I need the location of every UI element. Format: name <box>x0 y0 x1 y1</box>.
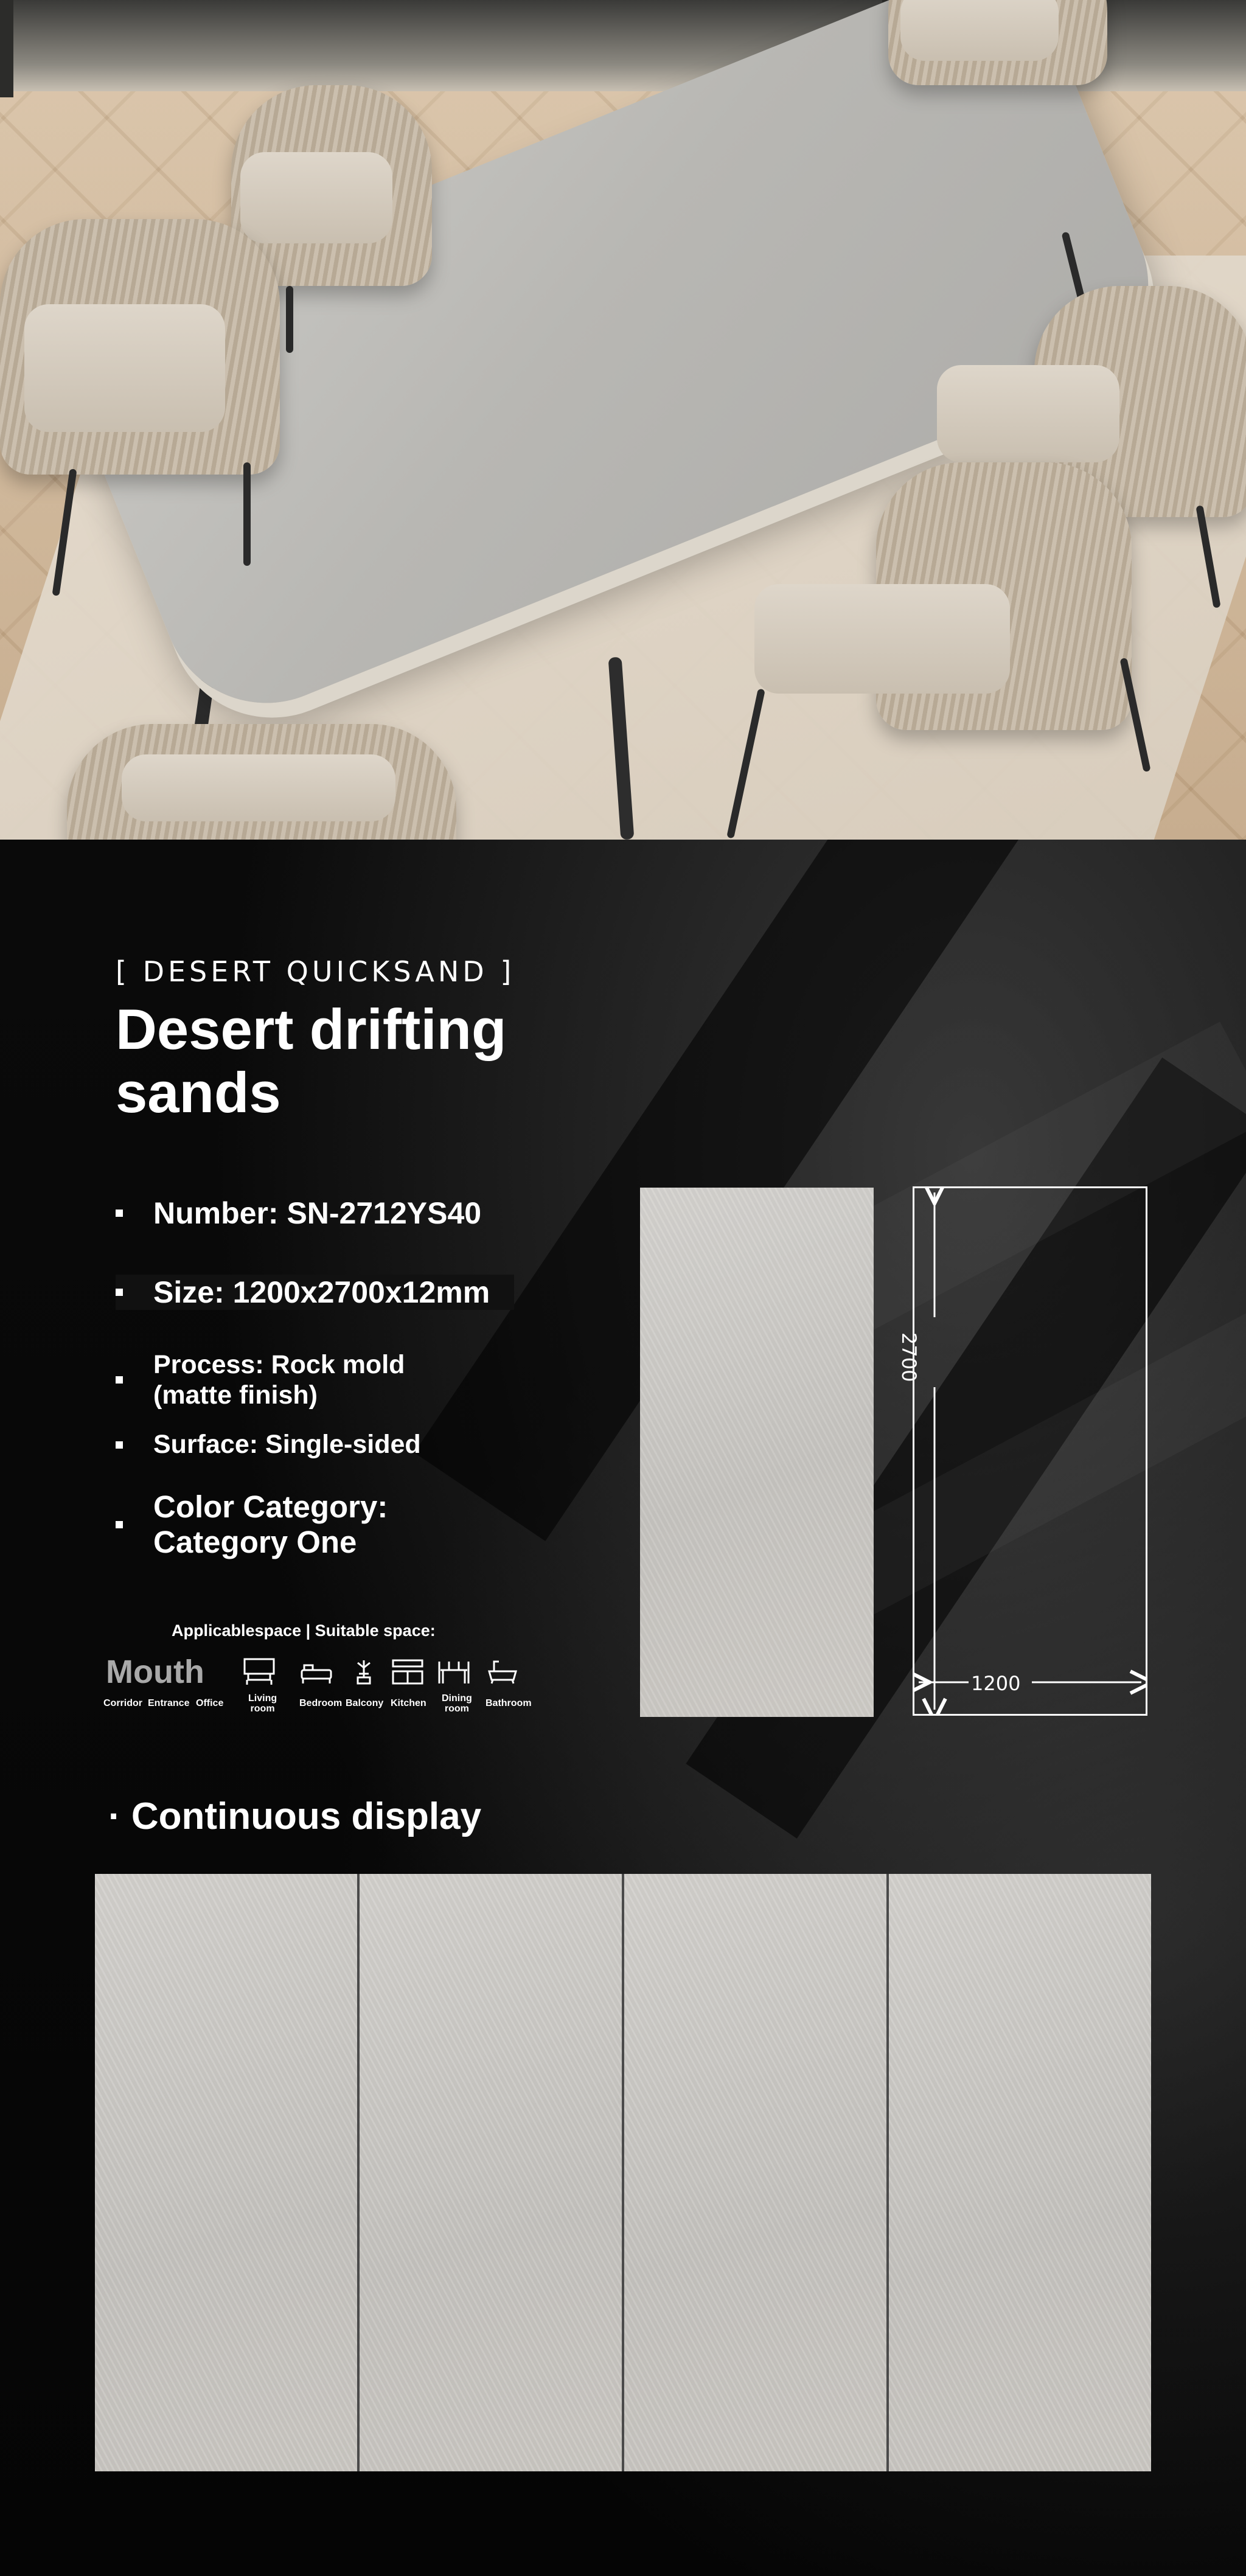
space-label-office: Office <box>196 1698 224 1708</box>
continuous-tile <box>95 1874 360 2471</box>
space-label-kitchen: Kitchen <box>391 1698 426 1708</box>
mouth-label: Mouth <box>106 1654 204 1690</box>
bullet-icon <box>116 1376 123 1384</box>
applicable-space-caption: Applicablespace | Suitable space: <box>172 1621 436 1640</box>
continuous-tile <box>889 1874 1151 2471</box>
space-label-entrance: Entrance <box>148 1698 190 1708</box>
spec-process: Process: Rock mold (matte finish) <box>116 1349 405 1410</box>
product-title: Desert drifting sands <box>116 997 507 1124</box>
bullet-icon <box>116 1289 123 1296</box>
space-label-bedroom: Bedroom <box>299 1698 343 1708</box>
bullet-icon <box>116 1521 123 1528</box>
dimension-width-label: 1200 <box>971 1672 1021 1695</box>
continuous-tile <box>360 1874 624 2471</box>
interior-photo <box>0 0 1246 840</box>
living-room-icon <box>242 1657 276 1686</box>
spec-color-category: Color Category: Category One <box>116 1489 388 1560</box>
space-label-balcony: Balcony <box>346 1698 384 1708</box>
space-label-corridor: Corridor <box>103 1698 142 1708</box>
balcony-icon <box>347 1657 381 1686</box>
applicable-space-row <box>103 1652 554 1719</box>
space-label-dining-room: Dining room <box>442 1693 472 1714</box>
dining-room-icon <box>437 1657 471 1686</box>
bullet-icon <box>116 1441 123 1449</box>
kitchen-icon <box>391 1657 425 1686</box>
continuous-tile <box>624 1874 889 2471</box>
dimension-arrows <box>913 1186 1147 1716</box>
spec-surface: Surface: Single-sided <box>116 1430 421 1460</box>
series-subtitle: [ DESERT QUICKSAND ] <box>116 955 515 988</box>
spec-number: Number: SN-2712YS40 <box>116 1196 481 1231</box>
bullet-icon <box>116 1210 123 1217</box>
space-label-bathroom: Bathroom <box>486 1698 532 1708</box>
continuous-display <box>95 1874 1151 2471</box>
tile-sample <box>640 1188 874 1717</box>
bedroom-icon <box>299 1657 333 1686</box>
continuous-display-heading: · Continuous display <box>108 1795 482 1837</box>
dimension-height-label: 2700 <box>897 1332 921 1382</box>
spec-size: Size: 1200x2700x12mm <box>116 1275 514 1310</box>
space-label-living-room: Living room <box>248 1693 277 1714</box>
bathroom-icon <box>486 1657 520 1686</box>
product-info-section <box>0 840 1246 2576</box>
